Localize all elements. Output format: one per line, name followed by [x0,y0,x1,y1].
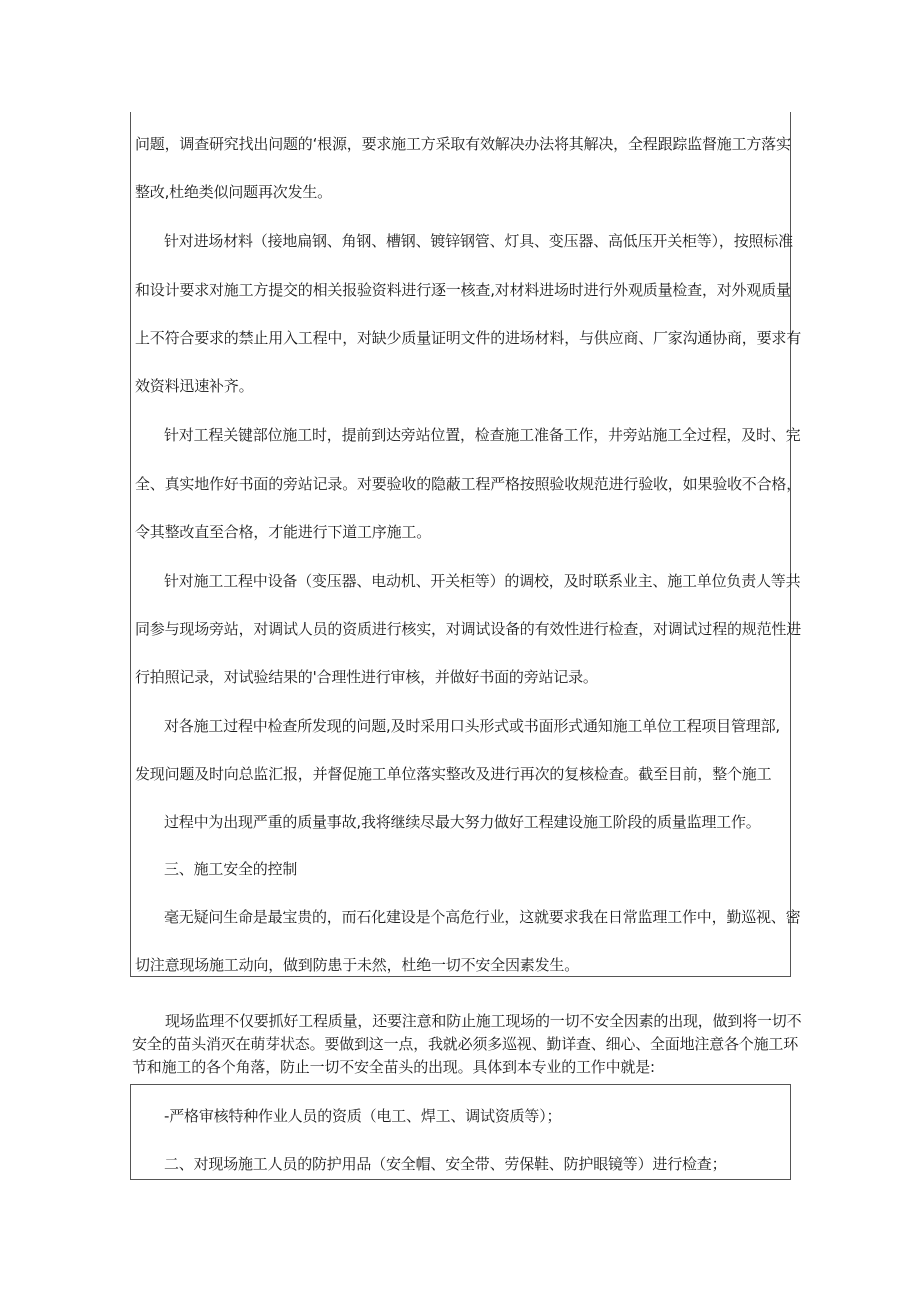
text-line: 对各施工过程中检查所发现的问题,及时采用口头形式或书面形式通知施工单位工程项目管理部, [164,717,780,735]
text-line: 切注意现场施工动向，做到防患于未然，杜绝一切不安全因素发生。 [135,956,580,974]
text-line: 和设计要求对施工方提交的相关报验资料进行逐一核查,对材料进场时进行外观质量检查，对外观质量 [135,281,791,299]
text-line: 整改,杜绝类似问题再次发生。 [135,183,332,201]
list-item: 二、对现场施工人员的防护用品（安全帽、安全带、劳保鞋、防护眼镜等）进行检查； [164,1155,727,1173]
text-line: 针对进场材料（接地扁钢、角钢、槽钢、镀锌钢管、灯具、变压器、高低压开关柜等），按照标准 [164,232,793,250]
text-line: 上不符合要求的禁止用入工程中，对缺少质量证明文件的进场材料，与供应商、厂家沟通协商，要求有 [135,329,802,347]
section-heading: 三、施工安全的控制 [164,860,298,878]
text-line: 问题，调查研究找出问题的‘根源，要求施工方采取有效解决办法将其解决，全程跟踪监督施工方落实 [135,135,791,153]
text-line: 毫无疑问生命是最宝贵的，而石化建设是个高危行业，这就要求我在日常监理工作中，勤巡视、密 [164,908,801,926]
text-line: 针对工程关键部位施工时，提前到达旁站位置，检查施工准备工作，井旁站施工全过程，及时、完 [164,426,801,444]
text-line: 令其整改直至合格，才能进行下道工序施工。 [135,523,432,541]
body-paragraph-line: 节和施工的各个角落，防止一切不安全苗头的出现。具体到本专业的工作中就是: [132,1058,655,1076]
text-line: 全、真实地作好书面的旁站记录。对要验收的隐蔽工程严格按照验收规范进行验收，如果验收不合格， [135,475,802,493]
body-paragraph-line: 安全的苗头消灭在萌芽状态。要做到这一点，我就必须多巡视、勤详查、细心、全面地注意各个施工环 [132,1035,799,1053]
list-item: -严格审核特种作业人员的资质（电工、焊工、调试资质等）； [164,1107,562,1125]
text-line: 过程中为出现严重的质量事故,我将继续尽最大努力做好工程建设施工阶段的质量监理工作。 [164,813,761,831]
text-line: 行拍照记录，对试验结果的'合理性进行审核，并做好书面的旁站记录。 [135,668,598,686]
body-paragraph-line: 现场监理不仅要抓好工程质量，还要注意和防止施工现场的一切不安全因素的出现，做到将一切不 [165,1012,802,1030]
text-line: 发现问题及时向总监汇报，并督促施工单位落实整改及进行再次的复核检查。截至目前，整个施工 [135,765,772,783]
text-line: 同参与现场旁站，对调试人员的资质进行核实，对调试设备的有效性进行检查，对调试过程的规范性进 [135,620,802,638]
text-line: 针对施工工程中设备（变压器、电动机、开关柜等）的调校，及时联系业主、施工单位负责人等共 [164,572,801,590]
text-line: 效资料迅速补齐。 [135,377,254,395]
